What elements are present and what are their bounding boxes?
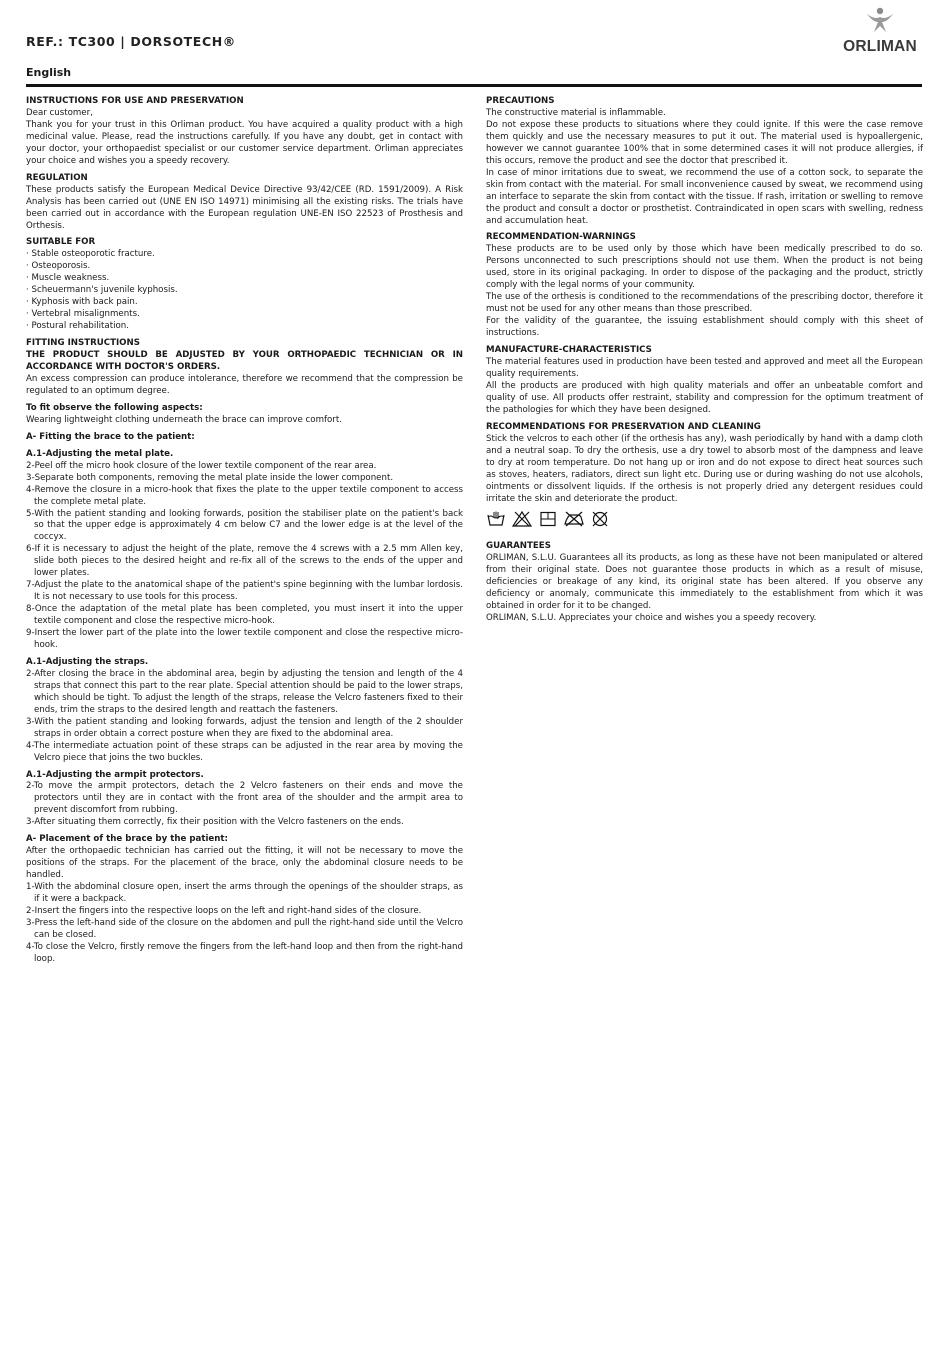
no-iron-icon <box>564 511 584 527</box>
no-dry-clean-icon <box>590 511 610 527</box>
precautions-p2: Do not expose these products to situations where they could ignite. If this were the case remove them quickly and use the necessary measures to put it out. The material used is hypoallergenic, however we cannot guarantee 100% that in some determined cases it will not produce allergies, if this occurs, remove the product and see the doctor that prescribed it. <box>486 119 923 166</box>
list-item: 9-Insert the lower part of the plate into the lower textile component and close the respective micro-hook. <box>26 628 463 650</box>
list-item: 2-To move the armpit protectors, detach the 2 Velcro fasteners on their ends and move the protectors until they are in contact with the front area of the shoulder and the armpit area to prevent discomfort from rubbing. <box>26 781 463 816</box>
preservation-body: Stick the velcros to each other (if the orthesis has any), wash periodically by hand with a damp cloth and a neutral soap. To dry the orthesis, use a dry towel to absorb most of the dampness and leave to dry at room temperature. Do not hang up or iron and do not expose to direct heat sources such as stoves, heaters, radiators, direct sun light etc. During use or during washing do not use alcohols, ointments or dissolvent liquids. If the orthesis is not properly dried any detergent residues could irritate the skin and deteriorate the product. <box>486 433 923 504</box>
warnings-heading: RECOMMENDATION-WARNINGS <box>486 232 636 243</box>
list-item: 4-The intermediate actuation point of these straps can be adjusted in the rear area by moving the Velcro piece that joins the two buckles. <box>26 740 463 763</box>
product-reference: REF.: TC300 | DORSOTECH® <box>26 34 236 49</box>
warnings-p1: These products are to be used only by those which have been medically prescribed to do so. Persons unconnected to such prescriptions should not use them. When the product is not being used, store in its original packaging. In order to dispose of the packaging and the product, strictly comply with the legal norms of your community. <box>486 244 923 291</box>
list-item: 8-Once the adaptation of the metal plate has been completed, you must insert it into the upper textile component and close the respective micro-hook. <box>26 604 463 627</box>
straps-heading: A.1-Adjusting the straps. <box>26 656 149 667</box>
preservation-heading: RECOMMENDATIONS FOR PRESERVATION AND CLEANING <box>486 421 761 432</box>
fitting-brace-heading: A- Fitting the brace to the patient: <box>26 431 195 442</box>
guarantees-heading: GUARANTEES <box>486 541 551 552</box>
list-item: · Scheuermann's juvenile kyphosis. <box>26 285 178 296</box>
left-column <box>26 96 463 966</box>
right-column <box>486 96 923 625</box>
fitting-caps-notice: THE PRODUCT SHOULD BE ADJUSTED BY YOUR ORTHOPAEDIC TECHNICIAN OR IN ACCORDANCE WITH DOCTOR'S ORDERS. <box>26 350 463 373</box>
list-item: 5-With the patient standing and looking forwards, position the stabiliser plate on the patient's back so that the upper edge is approximately 4 cm below C7 and the lower edge is at the level of the coccyx. <box>26 508 463 543</box>
armpit-heading: A.1-Adjusting the armpit protectors. <box>26 769 204 780</box>
guarantees-p2: ORLIMAN, S.L.U. Appreciates your choice and wishes you a speedy recovery. <box>486 613 817 624</box>
regulation-body: These products satisfy the European Medical Device Directive 93/42/CEE (RD. 1591/2009). A Risk Analysis has been carried out (UNE EN ISO 14971) minimising all the existing risks. The trials have been carried out in accordance with the European regulation UNE-EN ISO 22523 of Prosthesis and Orthesis. <box>26 184 463 231</box>
instructions-heading: INSTRUCTIONS FOR USE AND PRESERVATION <box>26 96 244 106</box>
instructions-body: Thank you for your trust in this Orliman product. You have acquired a quality product with a high medicinal value. Please, read the instructions carefully. If you have any doubt, get in contact with your doctor, your orthopaedist specialist or our customer service department. Orliman appreciates your choice and wishes you a speedy recovery. <box>26 119 463 166</box>
list-item: · Vertebral misalignments. <box>26 309 140 320</box>
aspects-body: Wearing lightweight clothing underneath the brace can improve comfort. <box>26 414 342 425</box>
manufacture-p2: All the products are produced with high quality materials and offer an unbeatable comfort and quality of use. All products offer restraint, stability and compression for the optimum treatment of the pathologies for which they have been designed. <box>486 380 923 415</box>
manufacture-heading: MANUFACTURE-CHARACTERISTICS <box>486 345 652 356</box>
aspects-heading: To fit observe the following aspects: <box>26 402 203 413</box>
line-dry-icon <box>538 511 558 527</box>
list-item: 2-Insert the fingers into the respective loops on the left and right-hand sides of the closure. <box>26 906 422 916</box>
list-item: 2-After closing the brace in the abdominal area, begin by adjusting the tension and length of the 4 straps that connect this part to the rear plate. Special attention should be paid to the lower straps, which should be tight. To adjust the length of the straps, release the Velcro fasteners fixed to their ends, trim the straps to the desired length and reattach the fasteners. <box>26 668 463 715</box>
orliman-figure-icon <box>863 6 897 34</box>
list-item: 3-Separate both components, removing the metal plate inside the lower component. <box>26 472 394 483</box>
list-item: · Muscle weakness. <box>26 273 110 284</box>
brand-name: ORLIMAN <box>843 38 917 55</box>
placement-body: After the orthopaedic technician has carried out the fitting, it will not be necessary to move the positions of the straps. For the placement of the brace, only the abdominal closure needs to be handled. <box>26 846 463 881</box>
care-symbols <box>486 511 923 527</box>
suitable-heading: SUITABLE FOR <box>26 237 96 248</box>
list-item: 7-Adjust the plate to the anatomical shape of the patient's spine beginning with the lumbar lordosis. It is not necessary to use tools for this process. <box>26 580 463 603</box>
list-item: 3-After situating them correctly, fix their position with the Velcro fasteners on the ends. <box>26 817 404 828</box>
hand-wash-icon <box>486 511 506 527</box>
list-item: · Kyphosis with back pain. <box>26 297 138 308</box>
manufacture-p1: The material features used in production have been tested and approved and meet all the European quality requirements. <box>486 357 923 379</box>
list-item: 3-With the patient standing and looking forwards, adjust the tension and length of the 2 shoulder straps in order obtain a correct posture when they are fixed to the abdominal area. <box>26 716 463 739</box>
list-item: · Stable osteoporotic fracture. <box>26 249 155 260</box>
placement-heading: A- Placement of the brace by the patient: <box>26 834 228 845</box>
header-divider <box>26 84 922 87</box>
fitting-body: An excess compression can produce intolerance, therefore we recommend that the compression be regulated to an optimum degree. <box>26 373 463 396</box>
list-item: 2-Peel off the micro hook closure of the lower textile component of the rear area. <box>26 460 377 471</box>
list-item: 4-Remove the closure in a micro-hook that fixes the plate to the upper textile component to access the complete metal plate. <box>26 484 463 507</box>
precautions-p3: In case of minor irritations due to sweat, we recommend the use of a cotton sock, to separate the skin from contact with the material. For small inconvenience caused by sweat, we recommend using an interface to separate the skin from contact with the tissue. If rash, irritation or swelling to remove the product and consult a doctor or prosthetist. Contraindicated in open scars with swelling, redness and accumulation heat. <box>486 167 923 226</box>
list-item: 3-Press the left-hand side of the closure on the abdomen and pull the right-hand side until the Velcro can be closed. <box>26 917 463 940</box>
list-item: 6-If it is necessary to adjust the height of the plate, remove the 4 screws with a 2.5 mm Allen key, slide both pieces to the desired height and re-fix all of the screws to the ends of the upper and lower plates. <box>26 544 463 579</box>
list-item: 1-With the abdominal closure open, insert the arms through the openings of the shoulder straps, as if it were a backpack. <box>26 882 463 905</box>
guarantees-p1: ORLIMAN, S.L.U. Guarantees all its products, as long as these have not been manipulated or altered from their original state. Does not guarantee those products in which as a result of misuse, deficiencies or breakage of any kind, its original state has been altered. If you observe any deficiency or anomaly, communicate this immediately to the establishment from which it was obtained in order for it to be changed. <box>486 553 923 612</box>
brand-logo <box>834 6 926 54</box>
greeting: Dear customer, <box>26 107 93 118</box>
list-item: · Postural rehabilitation. <box>26 321 129 332</box>
warnings-p3: For the validity of the guarantee, the issuing establishment should comply with this sheet of instructions. <box>486 316 923 339</box>
no-bleach-icon <box>512 511 532 527</box>
precautions-p1: The constructive material is inflammable. <box>486 107 666 118</box>
warnings-p2: The use of the orthesis is conditioned to the recommendations of the prescribing doctor, therefore it must not be used for any other means than those prescribed. <box>486 292 923 315</box>
metal-plate-heading: A.1-Adjusting the metal plate. <box>26 448 174 459</box>
regulation-heading: REGULATION <box>26 172 88 183</box>
language-label: English <box>26 66 72 79</box>
fitting-heading: FITTING INSTRUCTIONS <box>26 338 140 349</box>
list-item: · Osteoporosis. <box>26 261 91 272</box>
precautions-heading: PRECAUTIONS <box>486 96 555 106</box>
list-item: 4-To close the Velcro, firstly remove the fingers from the left-hand loop and then from the right-hand loop. <box>26 941 463 964</box>
